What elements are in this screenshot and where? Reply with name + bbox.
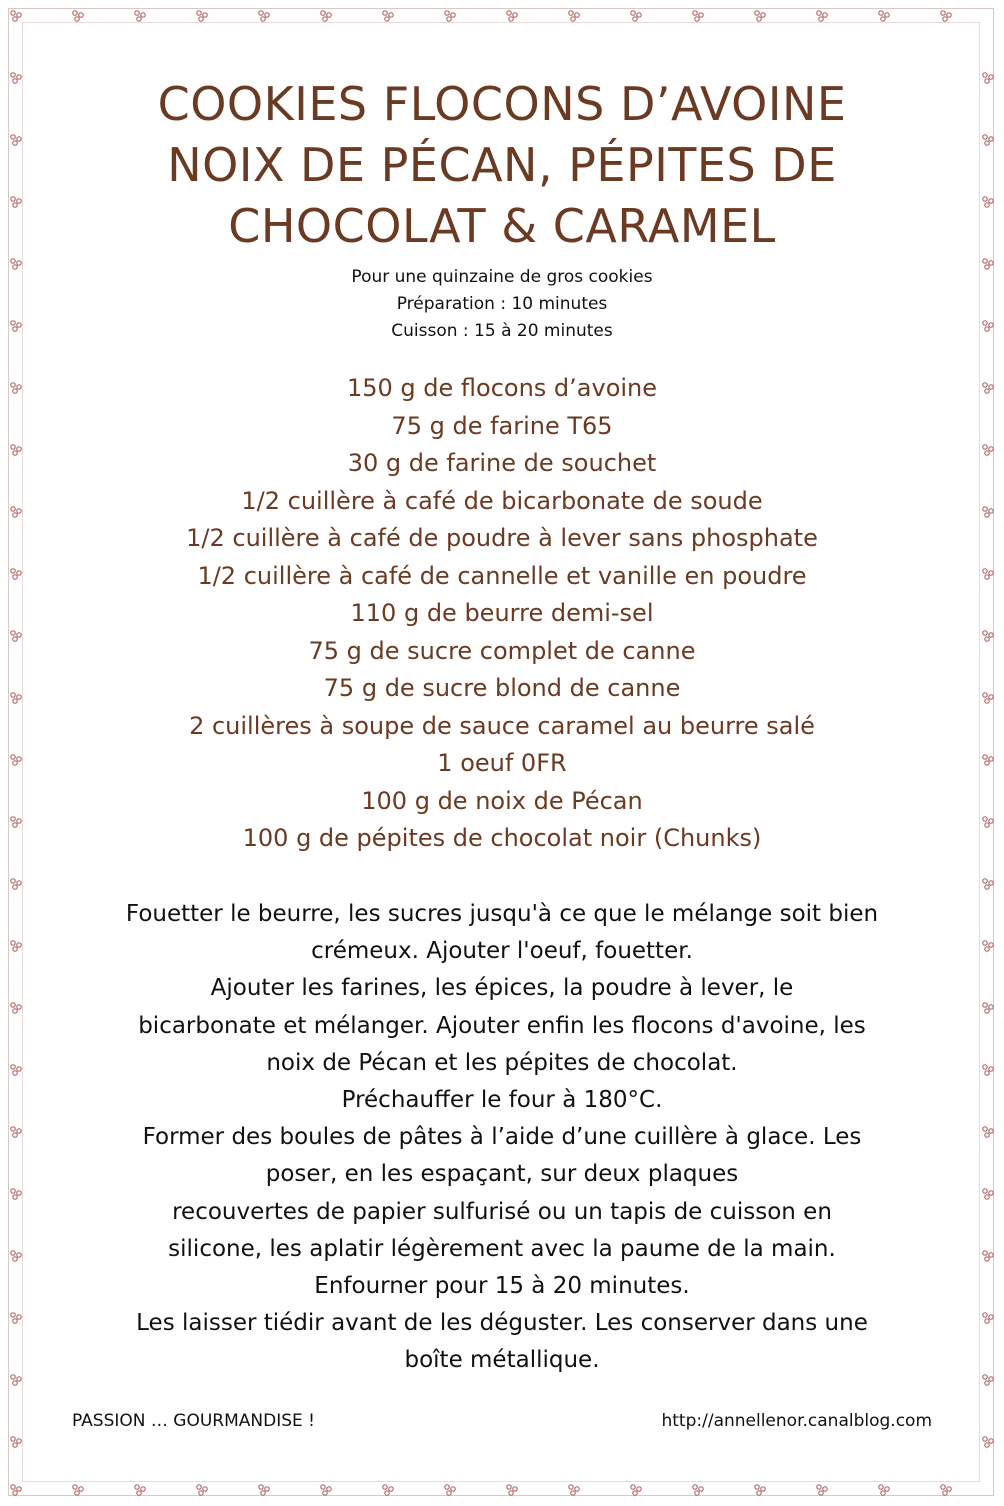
instruction-line: crémeux. Ajouter l'oeuf, fouetter. — [311, 938, 693, 965]
ingredient-item: 1 oeuf 0FR — [437, 749, 567, 777]
instruction-line: boîte métallique. — [404, 1347, 600, 1374]
ingredient-item: 150 g de flocons d’avoine — [346, 374, 658, 402]
instruction-line: bicarbonate et mélanger. Ajouter enfin les flocons d'avoine, les — [138, 1012, 866, 1039]
instruction-line: Enfourner pour 15 à 20 minutes. — [314, 1273, 690, 1300]
ingredient-item: 1/2 cuillère à café de cannelle et vanille en poudre — [197, 561, 807, 590]
ingredient-item: 1/2 cuillère à café de bicarbonate de soude — [241, 486, 763, 515]
ingredient-item: 75 g de farine T65 — [391, 411, 613, 440]
ingredient-item: 75 g de sucre complet de canne — [308, 636, 696, 665]
instruction-line: Former des boules de pâtes à l’aide d’une cuillère à glace. Les — [142, 1124, 862, 1151]
instructions — [40, 896, 964, 1380]
instruction-line: Ajouter les farines, les épices, la poudre à lever, le — [210, 975, 794, 1002]
instruction-line: Fouetter le beurre, les sucres jusqu'à ce que le mélange soit bien — [125, 901, 879, 927]
footer-tagline: PASSION … GOURMANDISE ! — [72, 1411, 315, 1431]
ingredient-item: 100 g de noix de Pécan — [361, 786, 643, 815]
instruction-line: silicone, les aplatir légèrement avec la paume de la main. — [168, 1235, 836, 1262]
cooking-time: Cuisson : 15 à 20 minutes — [391, 321, 613, 341]
recipe-meta — [40, 264, 964, 345]
instruction-line: Les laisser tiédir avant de les déguster. Les conserver dans une — [136, 1310, 868, 1337]
ingredient-item: 110 g de beurre demi-sel — [350, 599, 654, 627]
preparation-time: Préparation : 10 minutes — [396, 294, 608, 314]
title-line: NOIX DE PÉCAN, PÉPITES DE — [167, 138, 837, 192]
ingredient-item: 1/2 cuillère à café de poudre à lever sans phosphate — [186, 524, 818, 552]
instruction-line: poser, en les espaçant, sur deux plaques — [265, 1161, 739, 1188]
title-line: COOKIES FLOCONS D’AVOINE — [157, 77, 847, 131]
ingredient-item: 75 g de sucre blond de canne — [323, 674, 681, 702]
footer-blog-url[interactable]: http://annellenor.canalblog.com — [661, 1411, 932, 1431]
recipe-title — [40, 74, 964, 257]
ingredient-item: 30 g de farine de souchet — [347, 449, 657, 477]
ingredients-list — [40, 370, 964, 858]
instruction-line: noix de Pécan et les pépites de chocolat. — [266, 1049, 738, 1076]
ingredient-item: 100 g de pépites de chocolat noir (Chunks) — [242, 824, 762, 852]
title-line: CHOCOLAT & CARAMEL — [228, 199, 776, 253]
ingredient-item: 2 cuillères à soupe de sauce caramel au beurre salé — [189, 711, 815, 740]
instruction-line: Préchauffer le four à 180°C. — [341, 1087, 663, 1114]
instruction-line: recouvertes de papier sulfurisé ou un tapis de cuisson en — [172, 1198, 832, 1225]
servings-text: Pour une quinzaine de gros cookies — [351, 267, 653, 287]
